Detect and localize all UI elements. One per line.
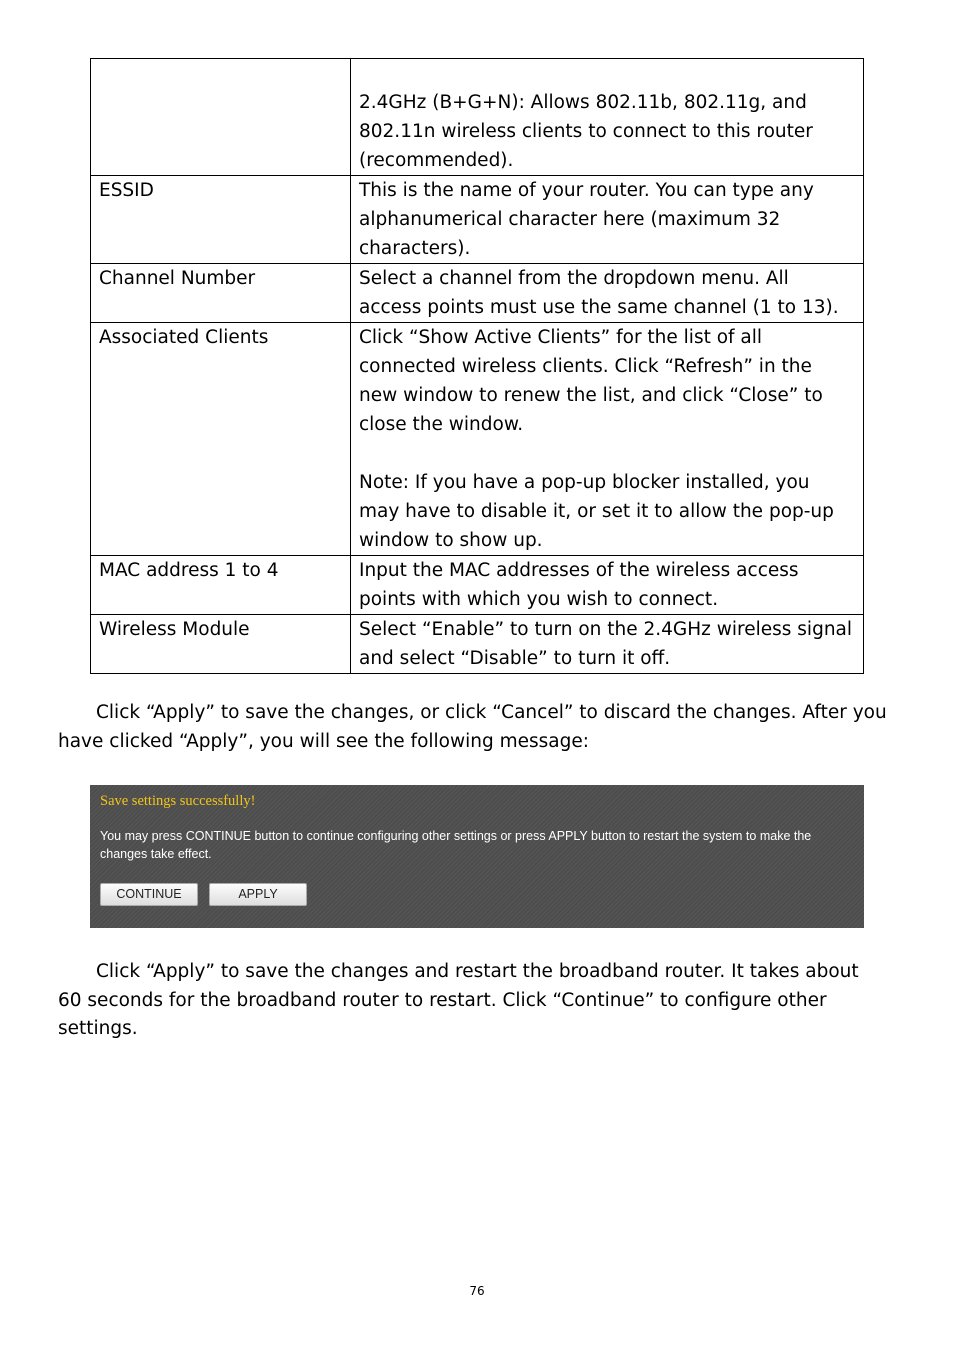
row-term: MAC address 1 to 4 [91,556,351,615]
apply-intro-paragraph: Click “Apply” to save the changes, or click “Cancel” to discard the changes. After you have clicked “Apply”, you will see the following message: [58,702,887,752]
row-description: Click “Show Active Clients” for the list of all connected wireless clients. Click “Refresh” in the new window to renew the list, and click “Close” to close the window. Note: If you have a pop-up blocker installed, you may have to disable it, or set it to allow the pop-up window to show up. [351,323,864,556]
row-term [91,59,351,176]
table-row [91,615,864,674]
row-term: Wireless Module [91,615,351,674]
row-description: Select “Enable” to turn on the 2.4GHz wireless signal and select “Disable” to turn it off. [351,615,864,674]
table-row [91,176,864,264]
row-description: 2.4GHz (B+G+N): Allows 802.11b, 802.11g, and 802.11n wireless clients to connect to this router (recommended). [351,59,864,176]
page-number: 76 [469,1284,485,1298]
settings-description-table [90,58,864,674]
table-row [91,264,864,323]
dialog-message: You may press CONTINUE button to continue configuring other settings or press APPLY button to restart the system to make the changes take effect. [100,829,812,861]
row-description: Select a channel from the dropdown menu. All access points must use the same channel (1 to 13). [351,264,864,323]
table-row [91,556,864,615]
dialog-button-row [100,883,307,906]
save-settings-dialog [90,785,864,928]
row-description: Input the MAC addresses of the wireless access points with which you wish to connect. [351,556,864,615]
row-term: ESSID [91,176,351,264]
table-row [91,323,864,556]
continue-button[interactable]: CONTINUE [100,883,198,906]
table-row [91,59,864,176]
apply-restart-paragraph: Click “Apply” to save the changes and restart the broadband router. It takes about 60 seconds for the broadband router to restart. Click “Continue” to configure other settings. [58,961,859,1039]
row-term: Associated Clients [91,323,351,556]
row-term: Channel Number [91,264,351,323]
row-description: This is the name of your router. You can type any alphanumerical character here (maximum 32 characters). [351,176,864,264]
dialog-title: Save settings successfully! [100,793,256,809]
apply-button[interactable]: APPLY [209,883,307,906]
